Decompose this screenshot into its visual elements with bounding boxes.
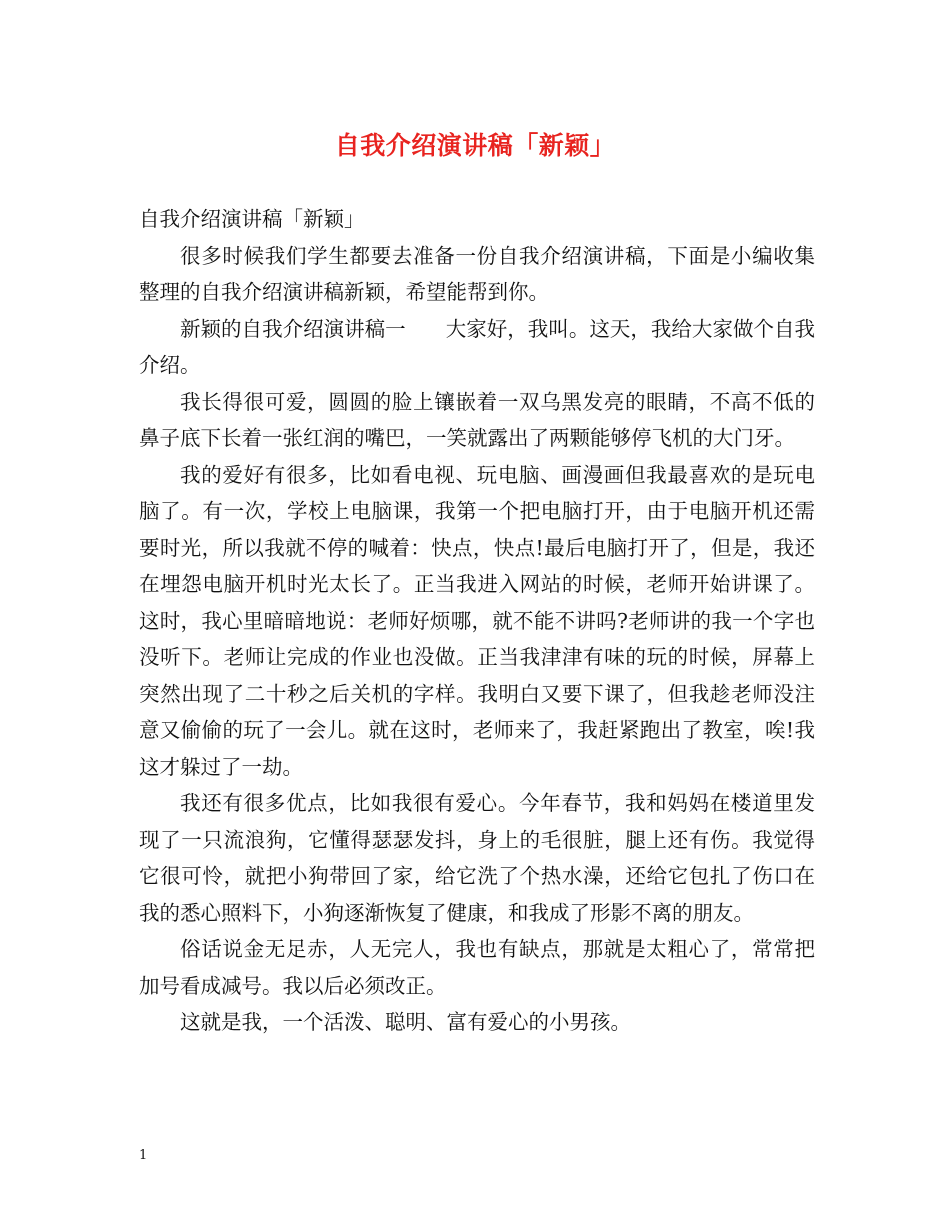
document-title: 自我介绍演讲稿「新颖」 (334, 131, 616, 160)
section-paragraph (139, 311, 815, 384)
body-paragraph-closing: 这就是我，一个活泼、聪明、富有爱心的小男孩。 (180, 1010, 631, 1034)
body-paragraph-hobbies: 我的爱好有很多，比如看电视、玩电脑、画漫画但我最喜欢的是玩电脑了。有一次，学校上电脑课，我第一个把电脑打开，由于电脑开机还需要时光，所以我就不停的喊着：快点，快点!最后电脑打开了，但是，我还在埋怨电脑开机时光太长了。正当我进入网站的时候，老师开始讲课了。这时，我心里暗暗地说：老师好烦哪，就不能不讲吗?老师讲的我一个字也没听下。老师让完成的作业也没做。正当我津津有味的玩的时候，屏幕上突然出现了二十秒之后关机的字样。我明白又要下课了，但我趁老师没注意又偷偷的玩了一会儿。就在这时，老师来了，我赶紧跑出了教室，唉!我这才躲过了一劫。 (139, 462, 815, 779)
intro-paragraph: 很多时候我们学生都要去准备一份自我介绍演讲稿，下面是小编收集整理的自我介绍演讲稿新颖，希望能帮到你。 (139, 243, 815, 304)
body-paragraph-weakness: 俗话说金无足赤，人无完人，我也有缺点，那就是太粗心了，常常把加号看成减号。我以后必须改正。 (139, 937, 815, 998)
body-paragraph-appearance: 我长得很可爱，圆圆的脸上镶嵌着一双乌黑发亮的眼睛，不高不低的鼻子底下长着一张红润的嘴巴，一笑就露出了两颗能够停飞机的大门牙。 (139, 389, 815, 450)
page-number: 1 (139, 1148, 148, 1163)
body-paragraph-kindness: 我还有很多优点，比如我很有爱心。今年春节，我和妈妈在楼道里发现了一只流浪狗，它懂得瑟瑟发抖，身上的毛很脏，腿上还有伤。我觉得它很可怜，就把小狗带回了家，给它洗了个热水澡，还给它包扎了伤口在我的悉心照料下，小狗逐渐恢复了健康，和我成了形影不离的朋友。 (139, 791, 815, 925)
section-opening: 大家好，我叫。这天，我给大家做个自我介绍。 (139, 316, 816, 377)
document-subtitle: 自我介绍演讲稿「新颖」 (139, 207, 365, 231)
document-body (139, 201, 815, 1041)
section-heading: 新颖的自我介绍演讲稿一 (180, 316, 406, 341)
